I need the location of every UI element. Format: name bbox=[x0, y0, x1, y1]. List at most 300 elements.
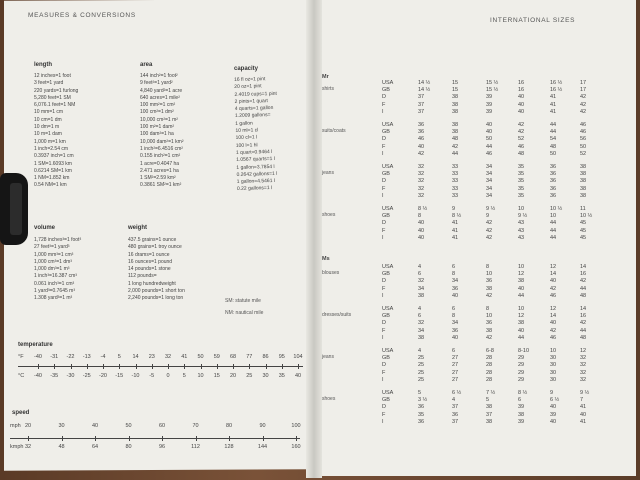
size-value: 45 bbox=[580, 227, 587, 234]
scale-bottom-value: 112 bbox=[191, 444, 200, 450]
size-value: 44 bbox=[518, 292, 525, 299]
scale-top-value: 14 bbox=[132, 354, 139, 360]
conversion-line: 10 cm=1 dm bbox=[34, 116, 62, 123]
size-value: 41 bbox=[550, 108, 557, 115]
size-value: 44 bbox=[580, 327, 587, 334]
size-value: 40 bbox=[418, 220, 425, 227]
country-code: F bbox=[382, 185, 386, 192]
conversion-line: 1,000 dm³=1 m³ bbox=[34, 266, 70, 273]
size-value: 42 bbox=[486, 334, 493, 341]
size-value: 8-10 bbox=[518, 348, 530, 354]
size-value: 43 bbox=[518, 227, 525, 234]
country-code: I bbox=[382, 108, 384, 115]
size-value: 37 bbox=[486, 411, 493, 418]
size-value: 38 bbox=[418, 334, 425, 341]
size-value: 39 bbox=[486, 101, 493, 108]
conversion-line: 1 SM=1.6093 km bbox=[34, 160, 72, 167]
size-value: 40 bbox=[518, 285, 525, 292]
size-value: 6 ½ bbox=[550, 397, 560, 404]
size-value: 36 bbox=[452, 285, 459, 292]
size-value: 32 bbox=[580, 355, 587, 362]
size-value: 32 bbox=[418, 178, 425, 185]
size-value: 10 bbox=[518, 264, 525, 270]
scale-bottom-value: 20 bbox=[229, 373, 237, 379]
size-value: 7 bbox=[580, 397, 584, 404]
size-value: 10 ½ bbox=[550, 206, 563, 212]
country-code: I bbox=[382, 418, 384, 425]
scale-top-value: -4 bbox=[100, 354, 106, 360]
scale-top-value: -22 bbox=[66, 354, 75, 360]
conversion-line: 6,076.1 feet=1 NM bbox=[34, 102, 76, 109]
size-value: 8 ½ bbox=[452, 213, 462, 220]
size-value: 12 bbox=[580, 348, 587, 354]
size-value: 17 bbox=[580, 80, 587, 86]
size-value: 10 bbox=[518, 306, 525, 312]
conversion-line: 100 mm²=1 cm² bbox=[140, 102, 176, 109]
size-value: 9 bbox=[550, 390, 554, 396]
size-value: 44 bbox=[550, 234, 557, 241]
size-value: 54 bbox=[550, 136, 557, 143]
size-value: 40 bbox=[550, 320, 557, 327]
scale-top-value: 32 bbox=[164, 354, 172, 360]
size-value: 36 bbox=[550, 185, 557, 192]
country-code: USA bbox=[382, 164, 394, 170]
conversion-line: 1 inch³=16.387 cm³ bbox=[34, 273, 77, 280]
country-code: D bbox=[382, 320, 386, 327]
conversion-line: 2,240 pounds=1 long ton bbox=[128, 295, 184, 302]
size-value: 10 ½ bbox=[580, 213, 593, 220]
size-value: 40 bbox=[550, 278, 557, 285]
conversion-line: 1 yard³=0.7645 m³ bbox=[34, 288, 75, 295]
country-code: F bbox=[382, 227, 386, 234]
size-value: 39 bbox=[486, 94, 493, 101]
length-heading: length bbox=[34, 62, 52, 68]
celsius-unit: °C bbox=[18, 373, 25, 379]
conversion-line: 1 inch²=6.4516 cm² bbox=[140, 145, 183, 152]
scale-bottom-value: -25 bbox=[82, 373, 91, 379]
size-value: 32 bbox=[418, 192, 425, 199]
size-value: 50 bbox=[580, 143, 587, 150]
country-code: GB bbox=[382, 87, 390, 94]
size-value: 42 bbox=[580, 320, 587, 327]
size-value: 25 bbox=[418, 362, 425, 369]
size-value: 36 bbox=[550, 164, 557, 170]
size-value: 10 bbox=[486, 313, 493, 320]
scale-top-value: 41 bbox=[181, 354, 188, 360]
scale-bottom-value: -5 bbox=[149, 373, 155, 379]
scale-tick bbox=[54, 364, 55, 369]
size-value: 42 bbox=[486, 227, 493, 234]
size-value: 8 ½ bbox=[418, 206, 428, 212]
country-code: I bbox=[382, 334, 384, 341]
scale-top-value: 95 bbox=[278, 354, 285, 360]
scale-bottom-value: 48 bbox=[58, 444, 65, 450]
scale-top-value: 40 bbox=[91, 423, 99, 429]
size-value: 38 bbox=[486, 404, 493, 411]
size-value: 32 bbox=[418, 278, 425, 285]
conversion-line: 100 l=1 hl bbox=[235, 142, 258, 149]
size-value: 36 bbox=[418, 404, 425, 411]
size-value: 43 bbox=[518, 234, 525, 241]
size-value: 40 bbox=[518, 108, 525, 115]
size-value: 16 bbox=[580, 313, 587, 320]
size-value: 44 bbox=[550, 122, 557, 128]
scale-tick bbox=[282, 364, 283, 369]
size-value: 15 ½ bbox=[486, 80, 499, 86]
size-value: 6 ½ bbox=[452, 390, 462, 396]
scale-top-value: 77 bbox=[246, 354, 253, 360]
size-value: 10 bbox=[486, 271, 493, 278]
country-code: GB bbox=[382, 271, 390, 278]
size-value: 32 bbox=[418, 171, 425, 178]
size-value: 35 bbox=[418, 411, 425, 418]
size-value: 39 bbox=[486, 108, 493, 115]
conversion-line: 10 ml=1 cl bbox=[235, 127, 259, 135]
size-value: 38 bbox=[452, 101, 459, 108]
size-value: 42 bbox=[486, 234, 493, 241]
scale-bottom-value: -40 bbox=[34, 373, 42, 379]
size-category-label: jeans bbox=[322, 170, 334, 176]
size-value: 34 bbox=[486, 185, 493, 192]
conversion-line: 0.155 inch²=1 cm² bbox=[140, 153, 181, 160]
size-value: 15 ½ bbox=[486, 87, 499, 94]
scale-bottom-value: 40 bbox=[294, 373, 302, 379]
scale-bottom-value: -30 bbox=[66, 373, 75, 379]
scale-top-value: -31 bbox=[50, 354, 59, 360]
size-value: 42 bbox=[580, 108, 587, 115]
size-value: 36 bbox=[418, 129, 425, 136]
capacity-heading: capacity bbox=[234, 66, 259, 72]
size-value: 35 bbox=[518, 164, 525, 170]
scale-bottom-value: -35 bbox=[50, 373, 59, 379]
conversion-line: 1 NM=1.852 km bbox=[34, 175, 70, 182]
size-value: 35 bbox=[518, 192, 525, 199]
size-value: 3 ½ bbox=[418, 397, 428, 404]
country-code: USA bbox=[382, 206, 394, 212]
size-category-label: blouses bbox=[322, 270, 340, 276]
size-value: 38 bbox=[452, 108, 459, 115]
conversion-line: 1 inch=2.54 cm bbox=[34, 145, 69, 152]
scale-bottom-value: 64 bbox=[91, 444, 99, 450]
size-value: 36 bbox=[550, 192, 557, 199]
scale-top-value: 104 bbox=[293, 354, 303, 360]
size-value: 28 bbox=[486, 362, 493, 369]
size-value: 38 bbox=[452, 122, 459, 128]
size-value: 6 bbox=[418, 313, 422, 320]
conversion-line: 1 acre=0.4047 ha bbox=[140, 160, 180, 167]
size-value: 42 bbox=[518, 122, 525, 128]
conversion-line: 100 m²=1 dam² bbox=[140, 124, 175, 131]
size-value: 27 bbox=[452, 376, 459, 383]
conversion-line: 1,728 inches³=1 foot³ bbox=[34, 237, 82, 243]
size-value: 9 ½ bbox=[518, 213, 528, 220]
scale-bottom-value: -10 bbox=[131, 373, 140, 379]
size-value: 38 bbox=[580, 178, 587, 185]
scale-bottom-value: 32 bbox=[24, 444, 32, 450]
scale-tick bbox=[263, 436, 264, 441]
size-value: 34 bbox=[452, 278, 459, 285]
size-value: 14 ½ bbox=[418, 87, 431, 94]
size-value: 36 bbox=[486, 278, 493, 285]
size-value: 38 bbox=[518, 411, 525, 418]
conversion-line: 100 cl=1 l bbox=[235, 134, 258, 142]
speed-axis-line bbox=[10, 438, 300, 439]
size-value: 45 bbox=[580, 220, 587, 227]
size-value: 28 bbox=[486, 355, 493, 362]
country-code: USA bbox=[382, 306, 394, 312]
size-value: 29 bbox=[518, 376, 525, 383]
conversion-line: 10 mm=1 cm bbox=[34, 109, 64, 116]
conversion-line: 0.22 gallons=1 l bbox=[236, 185, 273, 193]
size-value: 30 bbox=[550, 376, 557, 383]
size-value: 44 bbox=[550, 220, 557, 227]
size-value: 42 bbox=[550, 285, 557, 292]
size-value: 34 bbox=[452, 320, 459, 327]
conversion-line: 10,000 dam²=1 km² bbox=[140, 138, 184, 145]
scale-bottom-value: 15 bbox=[213, 373, 220, 379]
size-value: 30 bbox=[550, 355, 557, 362]
country-code: F bbox=[382, 369, 386, 376]
size-value: 46 bbox=[518, 143, 525, 150]
size-value: 34 bbox=[486, 171, 493, 178]
size-value: 16 bbox=[580, 271, 587, 278]
size-value: 38 bbox=[486, 327, 493, 334]
scale-tick bbox=[229, 436, 230, 441]
conversion-line: 20 oz=1 pint bbox=[234, 83, 262, 91]
size-value: 32 bbox=[580, 362, 587, 369]
size-value: 27 bbox=[452, 369, 459, 376]
conversion-line: 1 quart=0.9464 l bbox=[235, 148, 273, 156]
scale-tick bbox=[298, 364, 299, 369]
size-value: 44 bbox=[486, 143, 493, 150]
size-value: 14 ½ bbox=[418, 80, 431, 86]
size-value: 41 bbox=[452, 227, 459, 234]
scale-tick bbox=[168, 364, 169, 369]
conversion-line: 100 dam²=1 ha bbox=[140, 131, 174, 138]
country-code: USA bbox=[382, 390, 394, 396]
scale-bottom-value: 0 bbox=[166, 373, 170, 379]
size-value: 7 ½ bbox=[486, 390, 496, 396]
size-value: 38 bbox=[580, 164, 587, 170]
speed-scale bbox=[10, 423, 300, 457]
conversion-line: 1 gallon=3.7854 l bbox=[236, 163, 275, 171]
scale-top-value: 23 bbox=[148, 354, 155, 360]
size-value: 38 bbox=[518, 320, 525, 327]
size-value: 37 bbox=[452, 404, 459, 411]
size-value: 32 bbox=[418, 320, 425, 327]
left-page-header: MEASURES & CONVERSIONS bbox=[28, 12, 136, 19]
size-value: 34 bbox=[418, 327, 425, 334]
size-value: 35 bbox=[518, 178, 525, 185]
size-value: 42 bbox=[580, 101, 587, 108]
conversion-line: 16 fl oz=1 pint bbox=[234, 76, 266, 83]
conversion-line: 2.4019 cups=1 pint bbox=[234, 90, 277, 98]
size-value: 40 bbox=[518, 101, 525, 108]
size-value: 16 bbox=[518, 80, 525, 86]
conversion-line: 5,280 feet=1 SM bbox=[34, 94, 71, 101]
mph-unit: mph bbox=[10, 423, 21, 429]
size-value: 14 bbox=[550, 271, 557, 278]
size-value: 42 bbox=[418, 150, 425, 157]
scale-tick bbox=[119, 364, 120, 369]
size-value: 16 bbox=[518, 87, 525, 94]
conversion-line: 2 pints=1 quart bbox=[234, 98, 268, 105]
country-code: GB bbox=[382, 313, 390, 320]
scale-bottom-value: -15 bbox=[115, 373, 124, 379]
scale-top-value: 100 bbox=[291, 423, 301, 429]
conversion-line: 0.2642 gallons=1 l bbox=[236, 170, 278, 178]
size-value: 34 bbox=[486, 164, 493, 170]
size-value: 14 bbox=[580, 306, 587, 312]
country-code: GB bbox=[382, 213, 390, 220]
size-value: 16 ½ bbox=[550, 80, 563, 86]
scale-bottom-value: 128 bbox=[224, 444, 234, 450]
scale-tick bbox=[162, 436, 163, 441]
size-value: 6 bbox=[452, 264, 456, 270]
country-code: GB bbox=[382, 129, 390, 136]
scale-bottom-value: 5 bbox=[182, 373, 186, 379]
conversion-line: 10,000 cm²=1 m² bbox=[140, 116, 178, 123]
size-value: 52 bbox=[580, 150, 587, 157]
volume-list bbox=[34, 237, 81, 303]
scale-top-value: 70 bbox=[192, 423, 199, 429]
scale-top-value: 50 bbox=[197, 354, 204, 360]
country-code: GB bbox=[382, 171, 390, 178]
scale-tick bbox=[196, 436, 197, 441]
size-value: 27 bbox=[452, 362, 459, 369]
size-value: 12 bbox=[550, 264, 557, 270]
size-value: 41 bbox=[452, 220, 459, 227]
country-code: I bbox=[382, 192, 384, 199]
conversion-line: 12 inches=1 foot bbox=[34, 73, 71, 79]
country-code: F bbox=[382, 411, 386, 418]
size-value: 46 bbox=[580, 129, 587, 136]
country-code: F bbox=[382, 143, 386, 150]
size-value: 36 bbox=[452, 327, 459, 334]
scale-bottom-value: 96 bbox=[158, 444, 166, 450]
size-value: 50 bbox=[550, 150, 557, 157]
size-value: 34 bbox=[418, 285, 425, 292]
conversion-line: 0.54 NM=1 km bbox=[34, 182, 67, 189]
scale-tick bbox=[249, 364, 250, 369]
size-value: 5 bbox=[486, 397, 490, 404]
size-value: 48 bbox=[580, 334, 587, 341]
scale-top-value: 68 bbox=[229, 354, 237, 360]
size-value: 12 bbox=[518, 313, 525, 320]
size-value: 38 bbox=[452, 129, 459, 136]
country-code: I bbox=[382, 150, 384, 157]
scale-tick bbox=[38, 364, 39, 369]
size-value: 10 bbox=[550, 348, 557, 354]
scale-bottom-value: 30 bbox=[262, 373, 269, 379]
scale-tick bbox=[95, 436, 96, 441]
size-value: 44 bbox=[580, 285, 587, 292]
conversion-line: 100 cm²=1 dm² bbox=[140, 109, 174, 116]
scale-tick bbox=[184, 364, 185, 369]
conversion-line: 4,840 yard²=1 acre bbox=[140, 87, 183, 94]
size-value: 42 bbox=[486, 292, 493, 299]
kmph-unit: kmph bbox=[10, 444, 24, 450]
size-value: 38 bbox=[580, 171, 587, 178]
size-value: 36 bbox=[486, 320, 493, 327]
scale-tick bbox=[71, 364, 72, 369]
conversion-line: 480 grains=1 troy ounce bbox=[128, 244, 182, 251]
size-value: 36 bbox=[418, 122, 425, 128]
size-value: 12 bbox=[550, 306, 557, 312]
size-value: 32 bbox=[580, 376, 587, 383]
size-value: 41 bbox=[550, 101, 557, 108]
size-value: 9 ½ bbox=[580, 390, 590, 396]
scale-tick bbox=[129, 436, 130, 441]
size-value: 39 bbox=[518, 404, 525, 411]
size-value: 25 bbox=[418, 376, 425, 383]
scale-tick bbox=[217, 364, 218, 369]
black-clip-inner bbox=[10, 183, 22, 235]
scale-bottom-value: 80 bbox=[125, 444, 132, 450]
size-value: 8 bbox=[452, 313, 456, 320]
weight-list bbox=[128, 237, 185, 303]
conversion-line: 10 m=1 dam bbox=[34, 131, 62, 138]
weight-heading: weight bbox=[128, 225, 147, 231]
country-code: F bbox=[382, 327, 386, 334]
size-value: 29 bbox=[518, 355, 525, 362]
country-code: USA bbox=[382, 80, 394, 86]
size-value: 8 bbox=[452, 271, 456, 278]
right-page-header: INTERNATIONAL SIZES bbox=[490, 17, 576, 24]
conversion-line: 1.2009 gallons= bbox=[234, 112, 271, 120]
size-value: 9 bbox=[486, 213, 490, 220]
conversion-line: 1.0567 quarts=1 l bbox=[236, 156, 276, 164]
size-value: 40 bbox=[418, 143, 425, 150]
book-spine-gutter bbox=[306, 0, 322, 478]
size-value: 56 bbox=[580, 136, 587, 143]
size-value: 45 bbox=[580, 234, 587, 241]
scale-tick bbox=[136, 364, 137, 369]
size-value: 16 ½ bbox=[550, 87, 563, 94]
size-value: 44 bbox=[518, 334, 525, 341]
conversion-line: 2,000 pounds=1 short ton bbox=[128, 288, 185, 295]
conversion-line: 2.471 acres=1 ha bbox=[140, 167, 179, 174]
size-value: 27 bbox=[452, 355, 459, 362]
conversion-line: 4 quarts=1 gallon bbox=[234, 105, 274, 113]
size-value: 38 bbox=[486, 418, 493, 425]
size-value: 10 bbox=[550, 213, 557, 220]
note-nm: NM: nautical mile bbox=[225, 310, 264, 316]
conversion-line: 437.5 grains=1 ounce bbox=[128, 237, 177, 243]
scale-tick bbox=[28, 436, 29, 441]
scale-top-value: 20 bbox=[24, 423, 32, 429]
conversion-line: 9 feet²=1 yard² bbox=[140, 80, 173, 87]
scale-bottom-value: 144 bbox=[257, 444, 268, 450]
size-value: 46 bbox=[580, 122, 587, 128]
size-value: 42 bbox=[452, 143, 459, 150]
size-value: 33 bbox=[452, 185, 459, 192]
scale-bottom-value: 10 bbox=[197, 373, 204, 379]
scale-bottom-value: 160 bbox=[291, 444, 301, 450]
size-value: 42 bbox=[518, 129, 525, 136]
size-value: 40 bbox=[550, 418, 557, 425]
country-code: I bbox=[382, 234, 384, 241]
scale-tick bbox=[152, 364, 153, 369]
size-value: 9 ½ bbox=[486, 206, 496, 212]
size-value: 30 bbox=[550, 362, 557, 369]
conversion-line: 1 gallon=4.5461 l bbox=[236, 178, 276, 186]
size-value: 42 bbox=[550, 327, 557, 334]
conversion-line: 144 inch²=1 foot² bbox=[140, 73, 178, 79]
conversion-line: 220 yards=1 furlong bbox=[34, 87, 79, 94]
size-value: 37 bbox=[452, 418, 459, 425]
size-value: 33 bbox=[452, 192, 459, 199]
